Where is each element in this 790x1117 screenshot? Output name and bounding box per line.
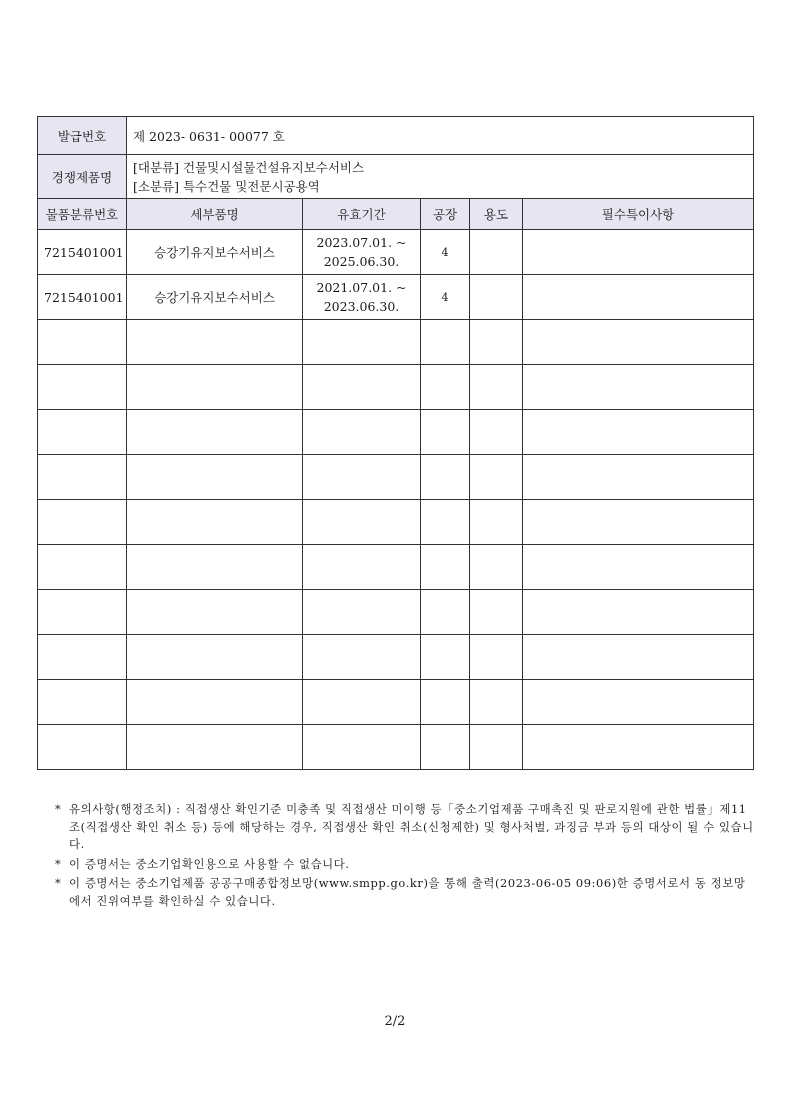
row-period <box>303 275 421 320</box>
issue-number-value: 제 2023- 0631- 00077 호 <box>127 117 754 155</box>
notice-text: 유의사항(행정조치) : 직접생산 확인기준 미충족 및 직접생산 미이행 등「중소기업제품 구매촉진 및 판로지원에 관한 법률」제11조(직접생산 확인 취소 등) 등에 해당하는 경우, 직접생산 확인 취소(신청제한) 및 형사처벌, 과징금 부과 등의 대상이 될 수 있습니다. <box>69 802 754 851</box>
notice-item <box>55 875 755 910</box>
row-item: 승강기유지보수서비스 <box>127 230 303 275</box>
header-usage: 용도 <box>470 199 523 230</box>
empty-row <box>38 410 754 455</box>
issue-number-row <box>38 117 754 155</box>
empty-row <box>38 590 754 635</box>
header-code: 물품분류번호 <box>38 199 127 230</box>
period-end: 2025.06.30. <box>323 254 400 269</box>
row-factory: 4 <box>421 275 470 320</box>
empty-row <box>38 500 754 545</box>
row-code: 7215401001 <box>38 230 127 275</box>
header-period: 유효기간 <box>303 199 421 230</box>
row-notes <box>523 230 754 275</box>
notice-text: 이 증명서는 중소기업확인용으로 사용할 수 없습니다. <box>69 856 350 871</box>
row-item: 승강기유지보수서비스 <box>127 275 303 320</box>
row-notes <box>523 275 754 320</box>
product-name-label: 경쟁제품명 <box>38 155 127 199</box>
empty-row <box>38 725 754 770</box>
empty-row <box>38 320 754 365</box>
notice-section <box>55 801 755 912</box>
row-usage <box>470 230 523 275</box>
row-period <box>303 230 421 275</box>
header-notes: 필수특이사항 <box>523 199 754 230</box>
notice-bullet: * <box>55 876 62 890</box>
header-item: 세부품명 <box>127 199 303 230</box>
table-row <box>38 275 754 320</box>
period-start: 2023.07.01. ~ <box>316 235 407 250</box>
row-code: 7215401001 <box>38 275 127 320</box>
product-name-row <box>38 155 754 199</box>
notice-item <box>55 856 755 874</box>
product-name-value <box>127 155 754 199</box>
row-usage <box>470 275 523 320</box>
notice-bullet: * <box>55 856 62 871</box>
page-number: 2/2 <box>384 1014 406 1029</box>
empty-row <box>38 635 754 680</box>
row-factory: 4 <box>421 230 470 275</box>
empty-row <box>38 365 754 410</box>
notice-text: 이 증명서는 중소기업제품 공공구매종합정보망(www.smpp.go.kr)을 통해 출력(2023-06-05 09:06)한 증명서로서 동 정보망에서 진위여부를 확인하실 수 있습니다. <box>69 876 746 908</box>
empty-row <box>38 545 754 590</box>
certificate-table <box>37 116 754 770</box>
notice-item <box>55 801 755 854</box>
minor-category: [소분류] 특수건물 및전문시공용역 <box>133 178 320 194</box>
period-end: 2023.06.30. <box>323 299 400 314</box>
table-header-row <box>38 199 754 230</box>
empty-row <box>38 455 754 500</box>
issue-number-label: 발급번호 <box>38 117 127 155</box>
header-factory: 공장 <box>421 199 470 230</box>
period-start: 2021.07.01. ~ <box>316 280 407 295</box>
empty-row <box>38 680 754 725</box>
table-row <box>38 230 754 275</box>
notice-bullet: * <box>55 802 62 816</box>
major-category: [대분류] 건물및시설물건설유지보수서비스 <box>133 159 365 175</box>
